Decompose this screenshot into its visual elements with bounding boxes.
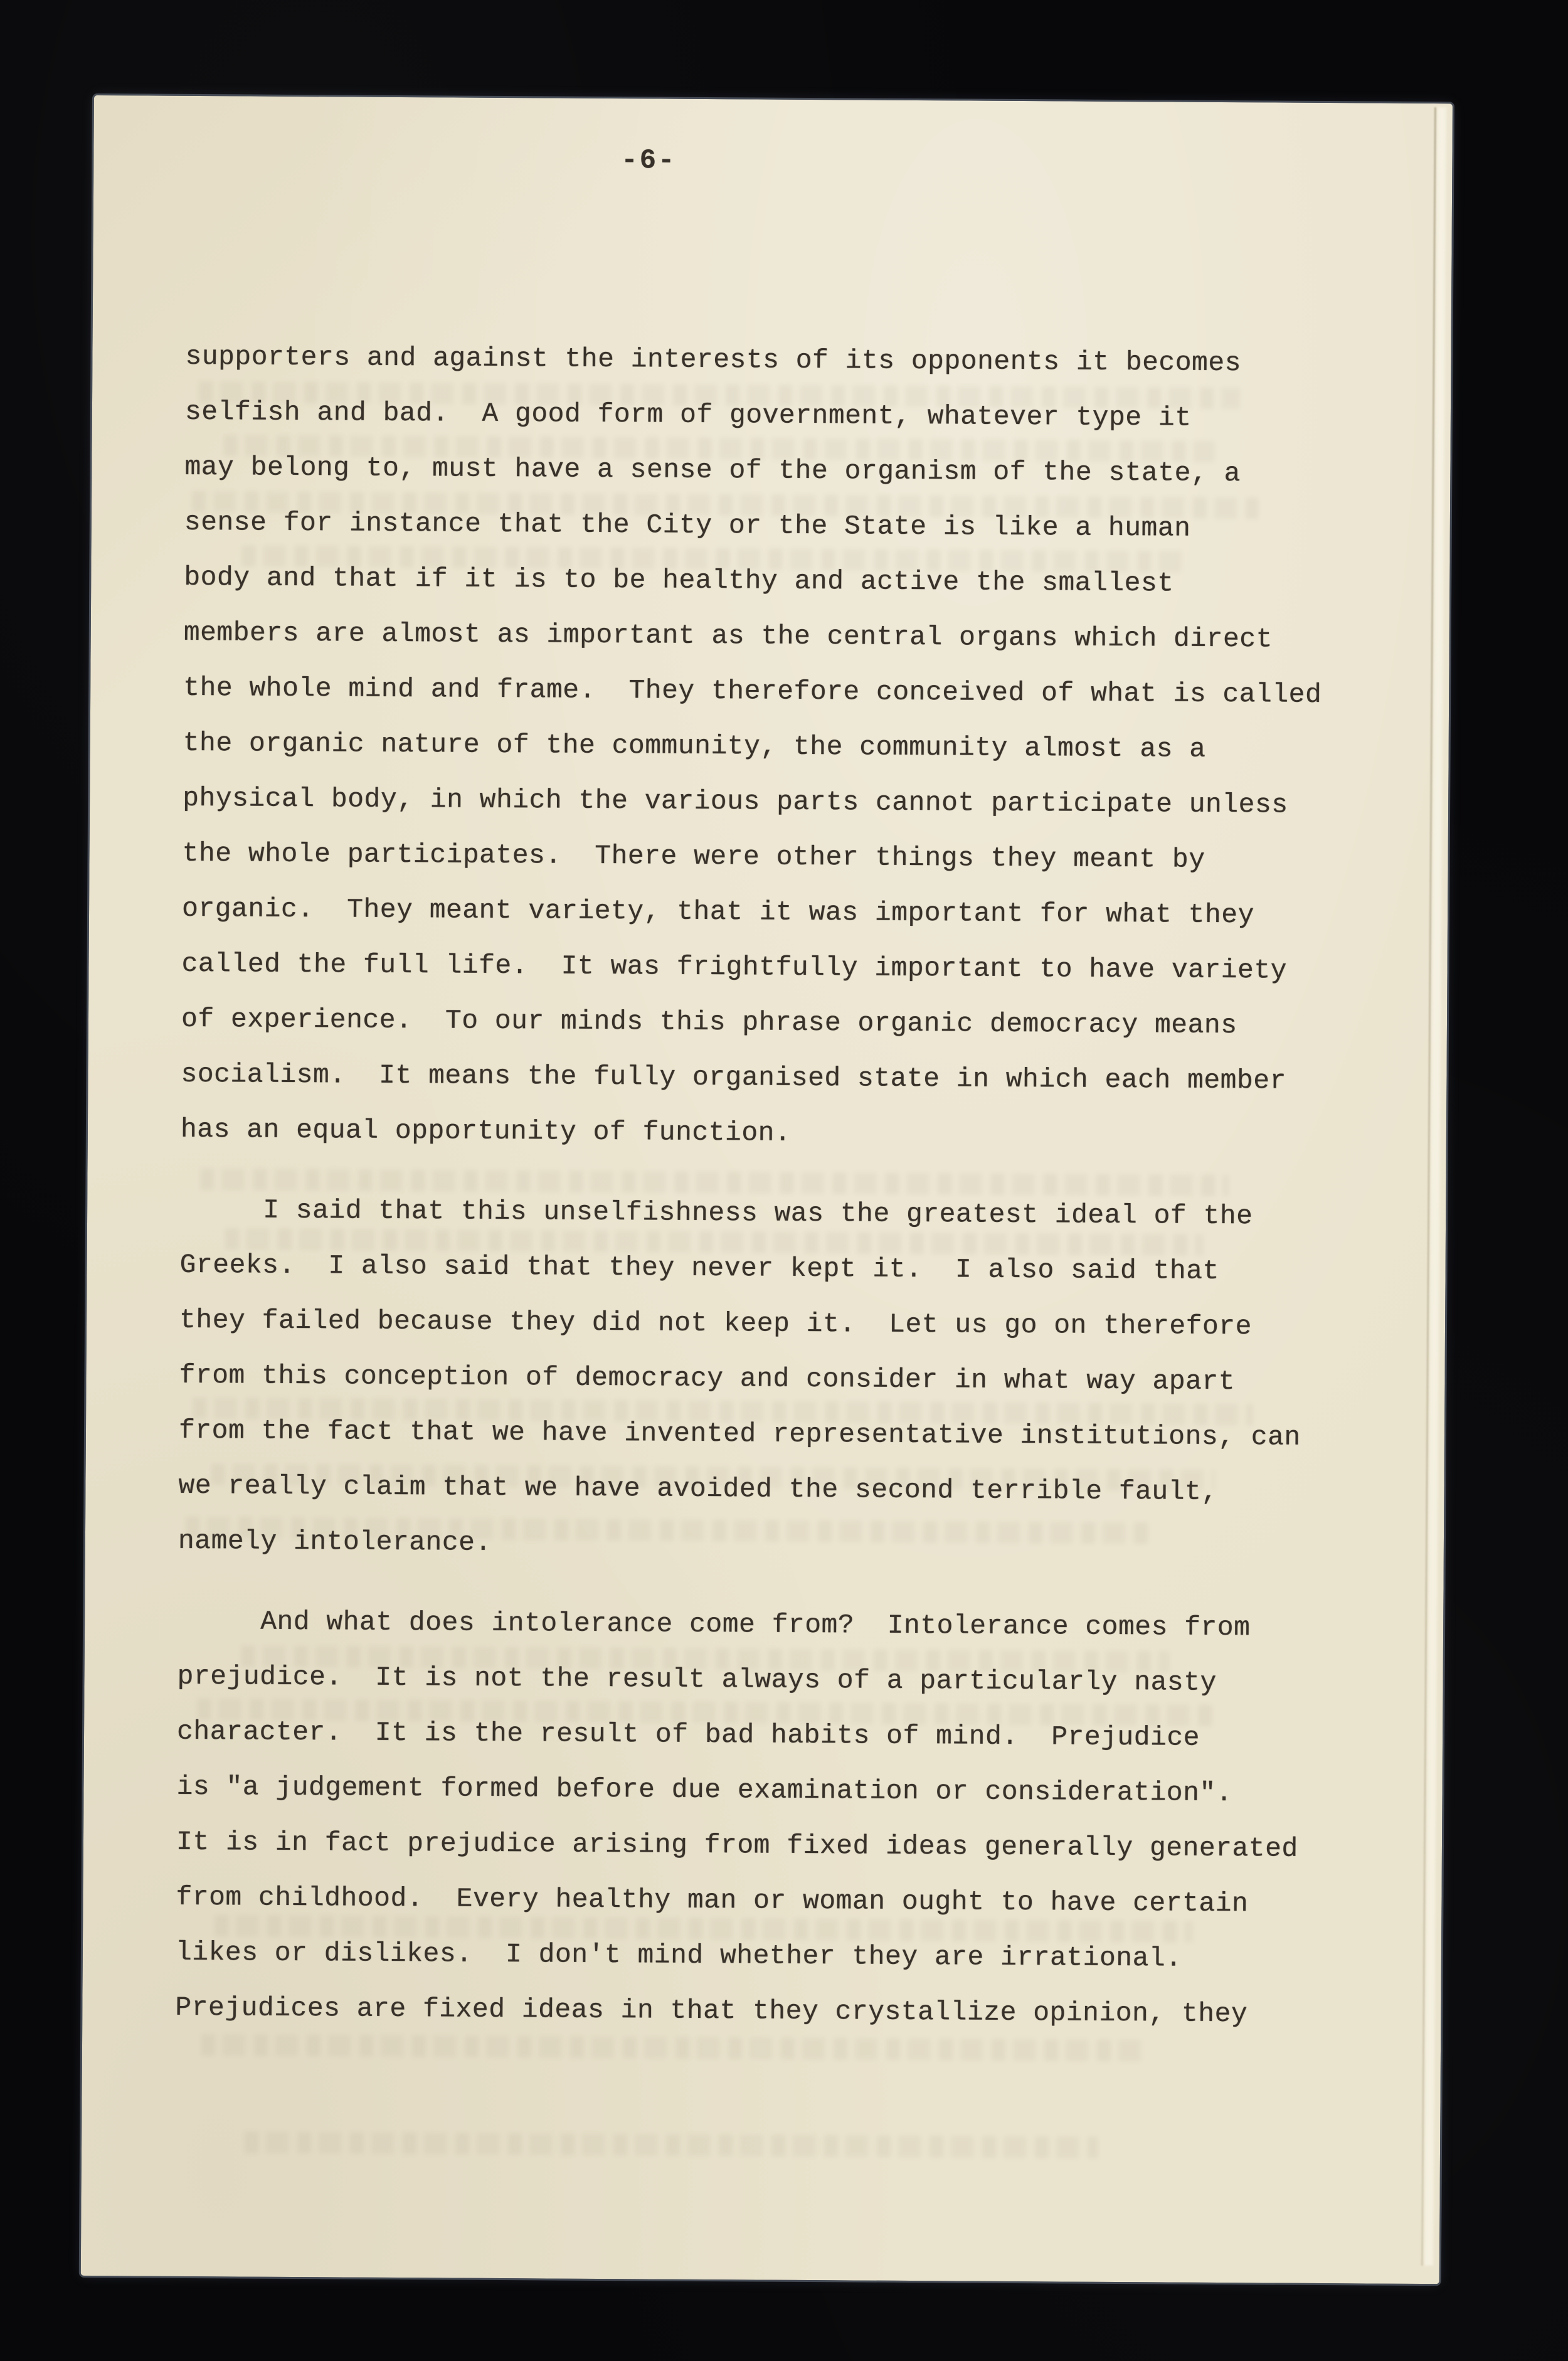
text-line: from the fact that we have invented representative institutions, can (178, 1414, 1301, 1453)
text-line: may belong to, must have a sense of the organism of the state, a (184, 451, 1241, 489)
typewritten-text-block (175, 329, 1377, 2043)
text-line: they failed because they did not keep it. Let us go on therefore (179, 1304, 1252, 1342)
text-line: body and that if it is to be healthy and active the smallest (184, 561, 1174, 599)
text-line: of experience. To our minds this phrase organic democracy means (181, 1003, 1237, 1041)
page-number: -6- (621, 145, 677, 177)
paragraph (178, 1182, 1372, 1576)
text-line: has an equal opportunity of function. (180, 1113, 792, 1149)
text-line: the organic nature of the community, the community almost as a (183, 727, 1206, 765)
text-line: from childhood. Every healthy man or woman ought to have certain (176, 1881, 1249, 1919)
paragraph (175, 1594, 1369, 2043)
text-line: I said that this unselfishness was the greatest ideal of the (262, 1194, 1253, 1232)
text-line: the whole mind and frame. They therefore conceived of what is called (183, 672, 1322, 710)
paragraph (181, 329, 1377, 1165)
text-line: we really claim that we have avoided the second terrible fault, (178, 1470, 1218, 1507)
text-line: is "a judgement formed before due examination or consideration". (176, 1771, 1233, 1809)
text-line: Greeks. I also said that they never kept it. I also said that (179, 1249, 1219, 1287)
text-line: called the full life. It was frightfully important to have variety (181, 948, 1288, 986)
text-line: namely intolerance. (177, 1525, 492, 1558)
text-line: physical body, in which the various parts cannot participate unless (183, 782, 1288, 820)
document-page (81, 95, 1453, 2284)
bleed-through-texture (94, 95, 1453, 103)
text-line: sense for instance that the City or the State is like a human (184, 506, 1191, 544)
text-line: the whole participates. There were other things they meant by (182, 837, 1205, 875)
text-line: character. It is the result of bad habits of mind. Prejudice (176, 1716, 1200, 1753)
text-line: organic. They meant variety, that it was important for what they (181, 893, 1254, 931)
text-line: likes or dislikes. I don't mind whether they are irrational. (175, 1936, 1182, 1974)
text-line: selfish and bad. A good form of government, whatever type it (184, 396, 1192, 433)
text-line: prejudice. It is not the result always of a particularly nasty (177, 1660, 1217, 1698)
text-line: Prejudices are fixed ideas in that they crystallize opinion, they (175, 1992, 1248, 2030)
text-line: from this conception of democracy and consider in what way apart (179, 1359, 1236, 1398)
text-line: members are almost as important as the central organs which direct (183, 617, 1273, 655)
text-line: supporters and against the interests of its opponents it becomes (185, 341, 1242, 379)
text-line: socialism. It means the fully organised state in which each member (181, 1058, 1286, 1096)
text-line: It is in fact prejudice arising from fixed ideas generally generated (176, 1826, 1298, 1864)
text-line: And what does intolerance come from? Intolerance comes from (260, 1606, 1251, 1643)
